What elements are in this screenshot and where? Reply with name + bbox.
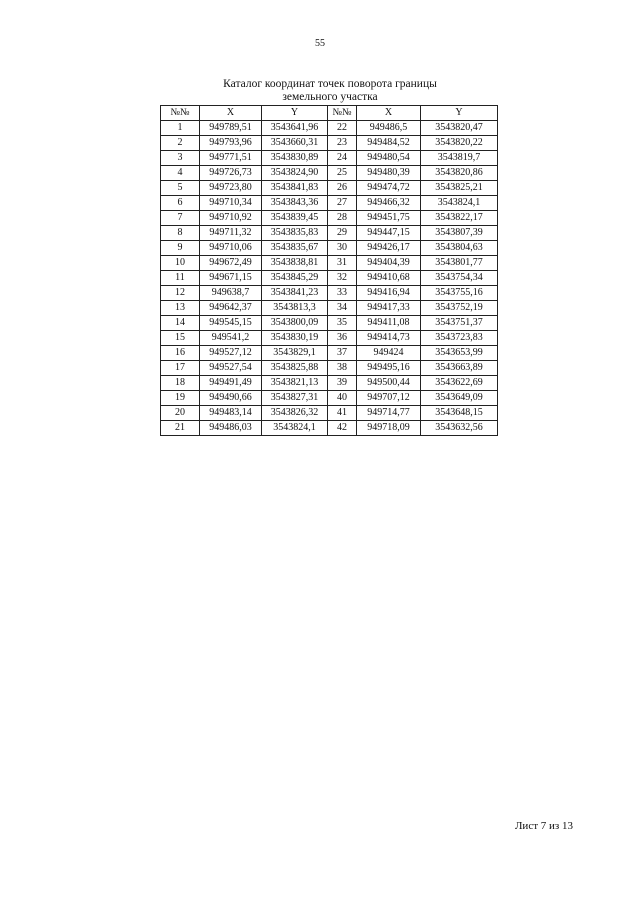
cell-y-left: 3543835,83 <box>262 226 328 241</box>
cell-x-left: 949483,14 <box>200 406 262 421</box>
table-row <box>161 211 498 226</box>
cell-x-left: 949789,51 <box>200 121 262 136</box>
cell-number-right: 42 <box>328 421 357 436</box>
cell-x-right: 949480,54 <box>357 151 421 166</box>
cell-y-right: 3543632,56 <box>421 421 498 436</box>
cell-y-left: 3543826,32 <box>262 406 328 421</box>
cell-number-left: 2 <box>161 136 200 151</box>
table-row <box>161 406 498 421</box>
cell-number-right: 41 <box>328 406 357 421</box>
cell-y-left: 3543830,89 <box>262 151 328 166</box>
cell-y-right: 3543824,1 <box>421 196 498 211</box>
cell-x-right: 949416,94 <box>357 286 421 301</box>
cell-number-left: 6 <box>161 196 200 211</box>
cell-y-left: 3543813,3 <box>262 301 328 316</box>
cell-y-right: 3543663,89 <box>421 361 498 376</box>
cell-y-left: 3543845,29 <box>262 271 328 286</box>
cell-y-left: 3543824,90 <box>262 166 328 181</box>
cell-y-right: 3543653,99 <box>421 346 498 361</box>
cell-number-left: 20 <box>161 406 200 421</box>
table-row <box>161 421 498 436</box>
table-row <box>161 271 498 286</box>
cell-y-left: 3543825,88 <box>262 361 328 376</box>
cell-x-left: 949793,96 <box>200 136 262 151</box>
sheet-number: Лист 7 из 13 <box>514 820 573 832</box>
cell-x-right: 949474,72 <box>357 181 421 196</box>
cell-y-right: 3543648,15 <box>421 406 498 421</box>
cell-number-right: 30 <box>328 241 357 256</box>
cell-x-left: 949527,12 <box>200 346 262 361</box>
cell-number-left: 14 <box>161 316 200 331</box>
cell-x-left: 949545,15 <box>200 316 262 331</box>
cell-y-right: 3543804,63 <box>421 241 498 256</box>
header-x-right: X <box>357 106 421 121</box>
cell-y-right: 3543807,39 <box>421 226 498 241</box>
cell-y-right: 3543622,69 <box>421 376 498 391</box>
header-number-left: №№ <box>161 106 200 121</box>
cell-x-right: 949417,33 <box>357 301 421 316</box>
cell-x-left: 949671,15 <box>200 271 262 286</box>
cell-y-right: 3543819,7 <box>421 151 498 166</box>
cell-number-right: 25 <box>328 166 357 181</box>
cell-y-left: 3543830,19 <box>262 331 328 346</box>
cell-number-left: 13 <box>161 301 200 316</box>
cell-x-left: 949710,92 <box>200 211 262 226</box>
table-row <box>161 316 498 331</box>
cell-x-left: 949771,51 <box>200 151 262 166</box>
table-row <box>161 376 498 391</box>
cell-number-left: 19 <box>161 391 200 406</box>
cell-number-right: 36 <box>328 331 357 346</box>
cell-x-left: 949723,80 <box>200 181 262 196</box>
cell-number-left: 9 <box>161 241 200 256</box>
cell-y-left: 3543839,45 <box>262 211 328 226</box>
cell-number-left: 10 <box>161 256 200 271</box>
cell-y-right: 3543820,47 <box>421 121 498 136</box>
cell-number-right: 26 <box>328 181 357 196</box>
cell-y-left: 3543829,1 <box>262 346 328 361</box>
cell-x-right: 949451,75 <box>357 211 421 226</box>
header-x-left: X <box>200 106 262 121</box>
cell-number-left: 3 <box>161 151 200 166</box>
cell-number-left: 11 <box>161 271 200 286</box>
coordinates-table <box>160 105 498 436</box>
cell-y-right: 3543801,77 <box>421 256 498 271</box>
cell-number-right: 38 <box>328 361 357 376</box>
cell-number-right: 24 <box>328 151 357 166</box>
table-row <box>161 391 498 406</box>
cell-number-right: 40 <box>328 391 357 406</box>
cell-number-right: 37 <box>328 346 357 361</box>
cell-y-left: 3543824,1 <box>262 421 328 436</box>
cell-x-right: 949466,32 <box>357 196 421 211</box>
cell-x-left: 949491,49 <box>200 376 262 391</box>
cell-number-left: 15 <box>161 331 200 346</box>
cell-x-left: 949486,03 <box>200 421 262 436</box>
cell-y-left: 3543800,09 <box>262 316 328 331</box>
cell-y-left: 3543660,31 <box>262 136 328 151</box>
cell-number-left: 7 <box>161 211 200 226</box>
table-row <box>161 166 498 181</box>
cell-y-right: 3543649,09 <box>421 391 498 406</box>
cell-x-right: 949707,12 <box>357 391 421 406</box>
cell-number-left: 17 <box>161 361 200 376</box>
title-line-2: земельного участка <box>282 91 378 103</box>
cell-y-right: 3543755,16 <box>421 286 498 301</box>
cell-x-left: 949726,73 <box>200 166 262 181</box>
cell-x-right: 949480,39 <box>357 166 421 181</box>
cell-number-left: 5 <box>161 181 200 196</box>
cell-y-right: 3543751,37 <box>421 316 498 331</box>
document-title <box>160 78 500 104</box>
cell-x-right: 949714,77 <box>357 406 421 421</box>
cell-y-right: 3543723,83 <box>421 331 498 346</box>
cell-x-left: 949490,66 <box>200 391 262 406</box>
cell-x-right: 949447,15 <box>357 226 421 241</box>
table-row <box>161 361 498 376</box>
cell-number-right: 39 <box>328 376 357 391</box>
cell-x-left: 949638,7 <box>200 286 262 301</box>
title-line-1: Каталог координат точек поворота границы <box>223 78 437 90</box>
table-row <box>161 286 498 301</box>
cell-x-right: 949411,08 <box>357 316 421 331</box>
cell-number-left: 4 <box>161 166 200 181</box>
cell-x-right: 949486,5 <box>357 121 421 136</box>
cell-number-right: 31 <box>328 256 357 271</box>
cell-number-right: 32 <box>328 271 357 286</box>
table-row <box>161 301 498 316</box>
cell-x-left: 949642,37 <box>200 301 262 316</box>
cell-x-right: 949404,39 <box>357 256 421 271</box>
cell-y-right: 3543820,86 <box>421 166 498 181</box>
table-header-row <box>161 106 498 121</box>
table-row <box>161 241 498 256</box>
cell-x-left: 949711,32 <box>200 226 262 241</box>
cell-x-right: 949484,52 <box>357 136 421 151</box>
cell-x-left: 949710,06 <box>200 241 262 256</box>
cell-number-right: 35 <box>328 316 357 331</box>
cell-x-right: 949500,44 <box>357 376 421 391</box>
cell-y-right: 3543752,19 <box>421 301 498 316</box>
table-row <box>161 346 498 361</box>
cell-number-left: 21 <box>161 421 200 436</box>
cell-y-left: 3543838,81 <box>262 256 328 271</box>
cell-number-right: 23 <box>328 136 357 151</box>
cell-y-right: 3543822,17 <box>421 211 498 226</box>
cell-y-right: 3543820,22 <box>421 136 498 151</box>
cell-number-left: 1 <box>161 121 200 136</box>
cell-y-left: 3543841,23 <box>262 286 328 301</box>
cell-x-right: 949414,73 <box>357 331 421 346</box>
header-number-right: №№ <box>328 106 357 121</box>
cell-x-left: 949527,54 <box>200 361 262 376</box>
cell-y-left: 3543843,36 <box>262 196 328 211</box>
cell-number-left: 16 <box>161 346 200 361</box>
table-row <box>161 256 498 271</box>
table-row <box>161 136 498 151</box>
cell-number-right: 34 <box>328 301 357 316</box>
page-number: 55 <box>315 38 325 49</box>
cell-y-right: 3543825,21 <box>421 181 498 196</box>
cell-x-left: 949710,34 <box>200 196 262 211</box>
cell-y-left: 3543827,31 <box>262 391 328 406</box>
cell-number-right: 22 <box>328 121 357 136</box>
table-row <box>161 331 498 346</box>
header-y-right: Y <box>421 106 498 121</box>
cell-number-right: 28 <box>328 211 357 226</box>
cell-x-right: 949426,17 <box>357 241 421 256</box>
cell-x-right: 949424 <box>357 346 421 361</box>
table-row <box>161 151 498 166</box>
cell-number-left: 8 <box>161 226 200 241</box>
cell-x-right: 949718,09 <box>357 421 421 436</box>
table-row <box>161 181 498 196</box>
table-body <box>161 121 498 436</box>
cell-number-right: 27 <box>328 196 357 211</box>
cell-x-right: 949410,68 <box>357 271 421 286</box>
table-row <box>161 196 498 211</box>
cell-y-left: 3543835,67 <box>262 241 328 256</box>
table-row <box>161 226 498 241</box>
cell-x-left: 949672,49 <box>200 256 262 271</box>
cell-y-left: 3543641,96 <box>262 121 328 136</box>
header-y-left: Y <box>262 106 328 121</box>
cell-number-right: 33 <box>328 286 357 301</box>
table-row <box>161 121 498 136</box>
cell-number-left: 12 <box>161 286 200 301</box>
cell-y-right: 3543754,34 <box>421 271 498 286</box>
cell-x-left: 949541,2 <box>200 331 262 346</box>
cell-y-left: 3543841,83 <box>262 181 328 196</box>
cell-x-right: 949495,16 <box>357 361 421 376</box>
cell-number-right: 29 <box>328 226 357 241</box>
cell-number-left: 18 <box>161 376 200 391</box>
cell-y-left: 3543821,13 <box>262 376 328 391</box>
